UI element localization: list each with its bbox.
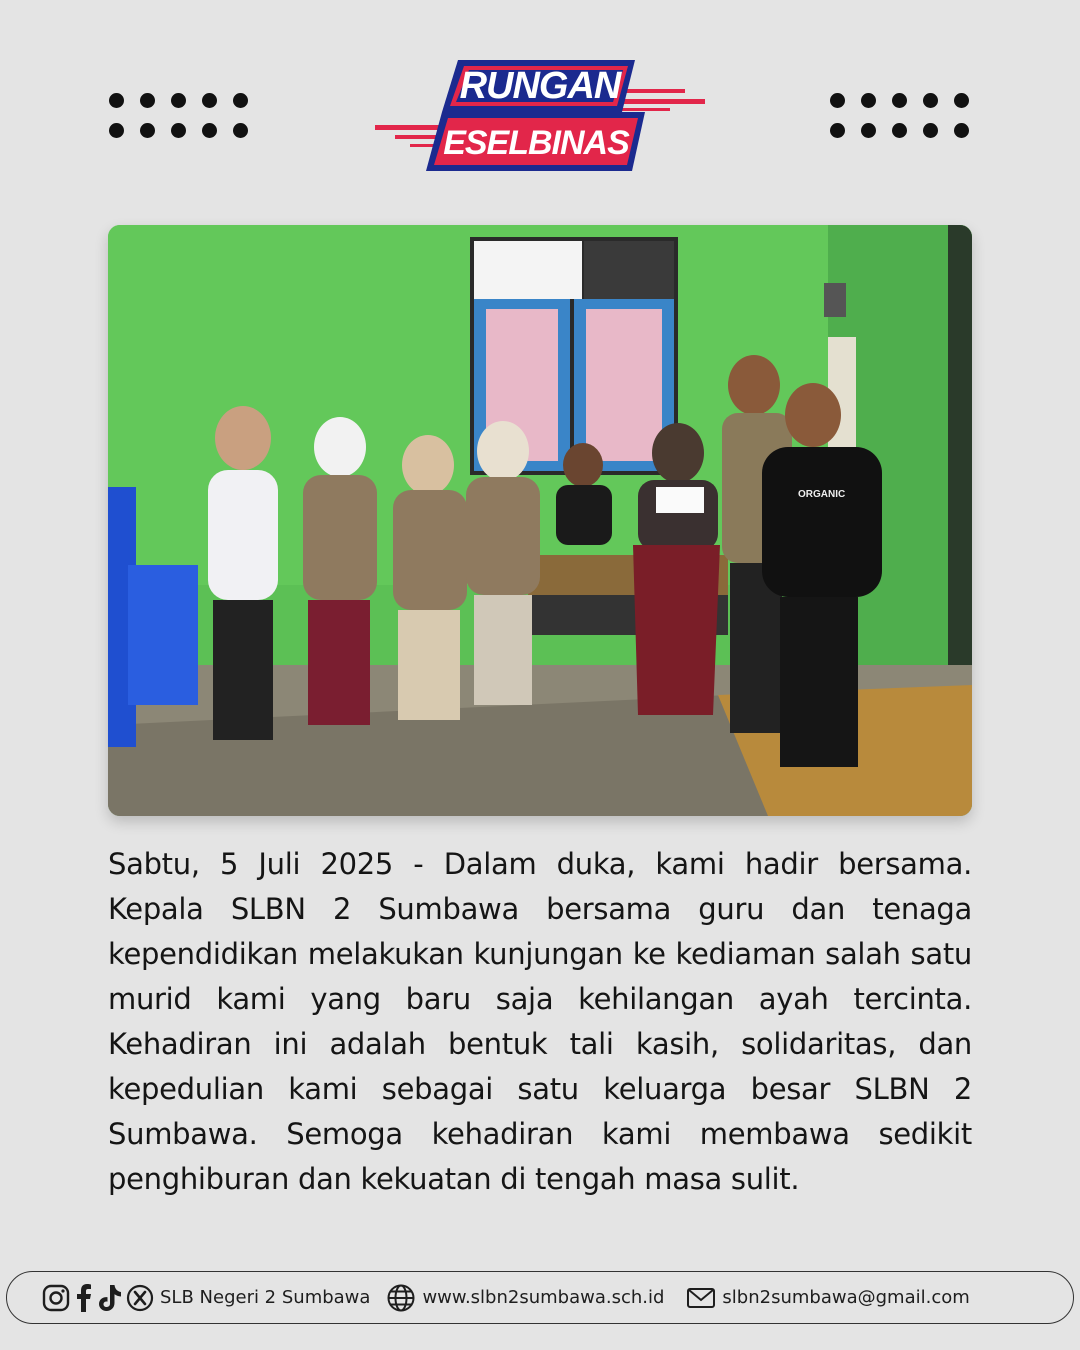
- tiktok-icon[interactable]: [97, 1283, 123, 1313]
- social-links: [41, 1283, 370, 1313]
- globe-icon: [386, 1283, 416, 1313]
- caption-text: Sabtu, 5 Juli 2025 - Dalam duka, kami hadir bersama. Kepala SLBN 2 Sumbawa bersama guru dan tenaga kependidikan melakukan kunjungan ke kediaman salah satu murid kami yang baru saja kehilangan ayah tercinta. Kehadiran ini adalah bentuk tali kasih, solidaritas, dan kepedulian kami sebagai satu keluarga besar SLBN 2 Sumbawa. Semoga kehadiran kami membawa sedikit penghiburan dan kekuatan di tengah masa sulit.: [108, 847, 972, 1196]
- social-name[interactable]: SLB Negeri 2 Sumbawa: [160, 1287, 371, 1308]
- group-photo: [108, 225, 972, 816]
- email-link[interactable]: [686, 1286, 969, 1310]
- dot-grid-left: [109, 93, 248, 138]
- logo-line1: RUNGAN: [459, 65, 621, 107]
- logo: [370, 55, 710, 180]
- dot-grid-right: [830, 93, 969, 138]
- footer-bar: [6, 1271, 1074, 1324]
- website-link[interactable]: [386, 1283, 664, 1313]
- website-text[interactable]: www.slbn2sumbawa.sch.id: [422, 1287, 665, 1308]
- shirt-text: ORGANIC: [798, 489, 846, 500]
- facebook-icon[interactable]: [74, 1283, 94, 1313]
- x-icon[interactable]: [126, 1284, 154, 1312]
- instagram-icon[interactable]: [41, 1283, 71, 1313]
- mail-icon: [686, 1286, 716, 1310]
- logo-line2: ESELBINAS: [443, 124, 629, 162]
- email-text[interactable]: slbn2sumbawa@gmail.com: [722, 1287, 970, 1308]
